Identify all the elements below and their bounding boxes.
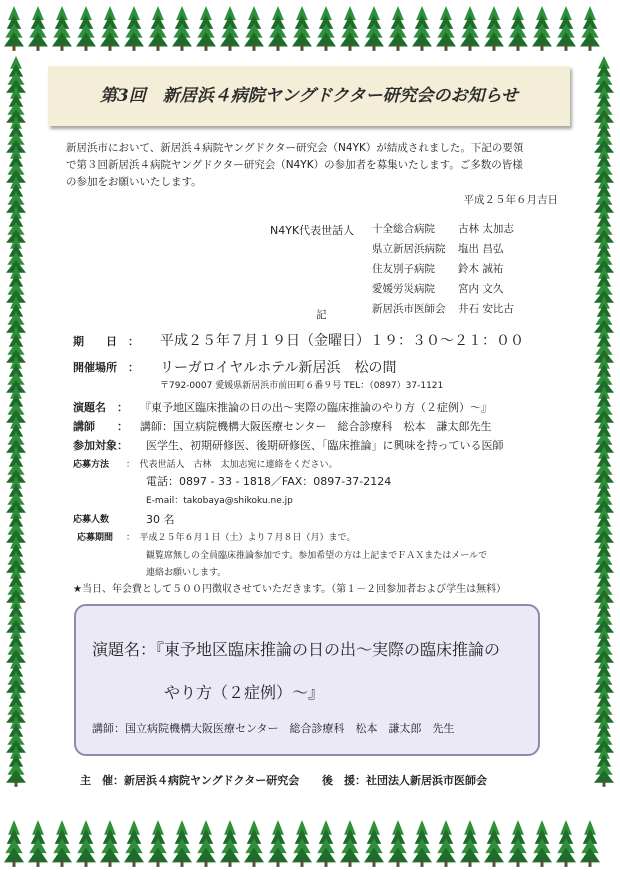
lecturer-value: 講師：国立病院機構大阪医療センター 総合診療科 松本 謙太郎先生: [140, 420, 492, 433]
tree-icon: [148, 820, 168, 867]
apply-label: 応募方法: [73, 460, 110, 470]
tree-icon: [484, 6, 504, 51]
organizer-hospital: 県立新居浜病院: [372, 243, 446, 255]
tree-icon: [340, 820, 360, 867]
organizer-hospital: 住友別子病院: [372, 263, 435, 275]
tree-icon: [580, 820, 600, 867]
organizers-label: N4YK代表世話人: [270, 224, 355, 237]
box-topic-line: 演題名：『東予地区臨床推論の日の出〜実際の臨床推論の: [92, 640, 501, 659]
tree-icon: [364, 6, 384, 51]
tree-icon: [4, 820, 24, 867]
tree-icon: [460, 6, 480, 51]
tree-icon: [100, 6, 120, 51]
tree-icon: [220, 820, 240, 867]
organizer-name: 古林 太加志: [458, 223, 514, 235]
page-title: 第3回 新居浜４病院ヤングドクター研究会のお知らせ: [99, 86, 519, 106]
observer-note: 観覧席無しの全員臨床推論参加です。参加希望の方は上記までＦＡＸまたはメールで: [146, 551, 488, 561]
tree-icon: [52, 820, 72, 867]
box-topic-title: [92, 634, 532, 708]
tree-icon: [556, 820, 576, 867]
organizer-hospital: 十全総合病院: [372, 223, 435, 235]
tree-icon: [244, 820, 264, 867]
observer-note: 連絡お願いします。: [146, 568, 227, 578]
organizer-hospital: 愛媛労災病院: [372, 283, 435, 295]
tree-icon: [508, 6, 528, 51]
tree-icon: [28, 820, 48, 867]
tree-icon: [412, 6, 432, 51]
tree-icon: [532, 820, 552, 867]
tree-icon: [172, 6, 192, 51]
intro-line: で第３回新居浜４病院ヤングドクター研究会（N4YK）の参加者を募集いたします。ご多数の皆様: [66, 159, 523, 171]
tree-icon: [316, 820, 336, 867]
apply-value: ： 代表世話人 古林 太加志宛に連絡をください。: [126, 460, 338, 470]
box-topic-line: やり方（２症例）〜』: [164, 683, 325, 702]
venue-address: 〒792-0007 愛媛県新居浜市前田町６番９号 TEL：（0897）37-1121: [160, 381, 444, 391]
email-address: E-mail：takobaya@shikoku.ne.jp: [146, 496, 293, 506]
tree-icon: [292, 820, 312, 867]
tree-icon: [76, 820, 96, 867]
tree-icon: [268, 820, 288, 867]
tree-icon: [532, 6, 552, 51]
tree-icon: [460, 820, 480, 867]
tree-icon: [340, 6, 360, 51]
organizer-name: 塩出 昌弘: [458, 243, 504, 255]
tree-icon: [316, 6, 336, 51]
topic-title: 『東予地区臨床推論の日の出〜実際の臨床推論のやり方（２症例）〜』: [140, 401, 492, 414]
venue-label: 開催場所 ：: [73, 361, 139, 374]
period-label: 応募期間: [77, 533, 114, 543]
tree-icon: [196, 6, 216, 51]
topic-label: 演題名 ：: [73, 401, 128, 414]
tree-icon: [508, 820, 528, 867]
tree-icon: [292, 6, 312, 51]
tree-icon: [124, 6, 144, 51]
tree-icon: [388, 820, 408, 867]
tree-icon: [28, 6, 48, 51]
fee-note: ★当日、年会費として５００円徴収させていただきます。（第１－２回参加者および学生は無料）: [73, 584, 507, 595]
organizer-name: 井石 安比古: [458, 303, 514, 315]
tree-icon: [100, 820, 120, 867]
tree-icon: [124, 820, 144, 867]
tree-icon: [580, 6, 600, 51]
host-organization: 主 催：新居浜４病院ヤングドクター研究会: [80, 774, 300, 787]
capacity-label: 応募人数: [73, 515, 110, 525]
ki-heading: 記: [316, 309, 327, 321]
target-value: 医学生、初期研修医、後期研修医、「臨床推論」に興味を持っている医師: [146, 439, 504, 452]
tree-icon: [244, 6, 264, 51]
tree-icon: [484, 820, 504, 867]
event-date: 平成２５年７月１９日（金曜日）１９：３０〜２１：００: [160, 333, 524, 349]
issue-date: 平成２５年６月吉日: [463, 194, 558, 206]
organizer-name: 鈴木 誠祐: [458, 263, 504, 275]
phone-fax: 電話：0897 - 33 - 1818／FAX：0897-37-2124: [146, 475, 392, 488]
box-lecturer: 講師：国立病院機構大阪医療センター 総合診療科 松本 謙太郎 先生: [92, 722, 455, 735]
support-organization: 後 援：社団法人新居浜市医師会: [322, 774, 487, 787]
date-label: 期 日 ：: [73, 335, 139, 348]
tree-icon: [4, 6, 24, 51]
tree-icon: [412, 820, 432, 867]
tree-icon: [268, 6, 288, 51]
capacity-value: 30 名: [146, 513, 175, 526]
tree-icon: [196, 820, 216, 867]
intro-line: の参加をお願いいたします。: [66, 176, 202, 188]
tree-icon: [52, 6, 72, 51]
period-value: ： 平成２５年６月１日（土）より７月８日（月）まで。: [126, 533, 356, 543]
tree-icon: [364, 820, 384, 867]
tree-icon: [556, 6, 576, 51]
tree-icon: [148, 6, 168, 51]
intro-paragraph: [66, 140, 560, 191]
tree-icon: [172, 820, 192, 867]
intro-line: 新居浜市において、新居浜４病院ヤングドクター研究会（N4YK）が結成されました。下記の要領: [66, 142, 524, 154]
tree-icon: [76, 6, 96, 51]
organizer-hospital: 新居浜市医師会: [372, 303, 446, 315]
target-label: 参加対象：: [73, 439, 128, 452]
lecturer-label: 講師 ：: [73, 420, 128, 433]
tree-icon: [436, 6, 456, 51]
tree-icon: [436, 820, 456, 867]
tree-icon: [220, 6, 240, 51]
venue-name: リーガロイヤルホテル新居浜 松の間: [160, 360, 397, 376]
organizer-name: 宮内 文久: [458, 283, 504, 295]
tree-icon: [388, 6, 408, 51]
